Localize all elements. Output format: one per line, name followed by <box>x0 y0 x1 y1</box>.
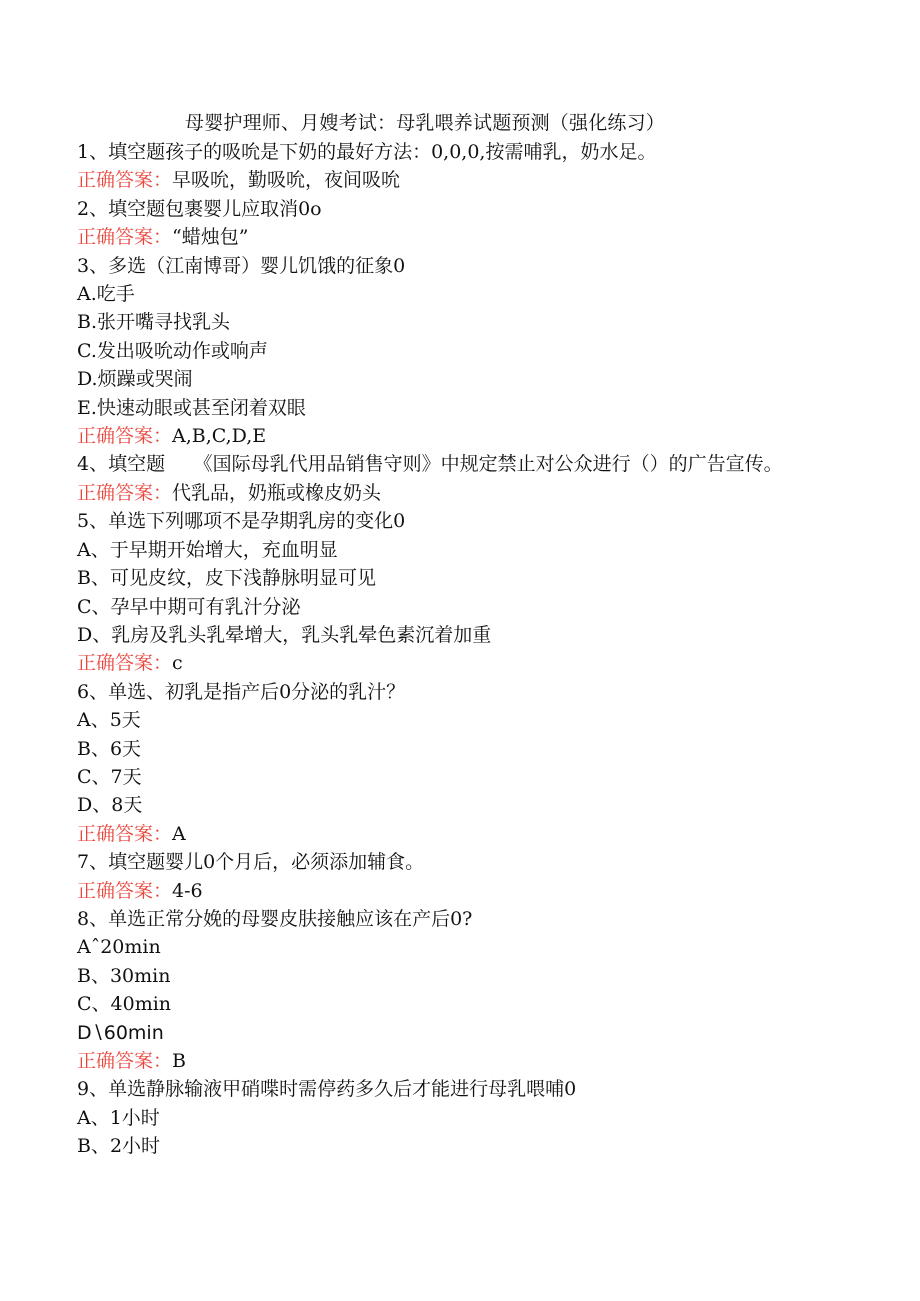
answer-label: 正确答案： <box>77 1050 173 1072</box>
answer-value: “蜡烛包” <box>172 226 249 249</box>
answer-label: 正确答案： <box>77 425 173 448</box>
answer-label: 正确答案： <box>77 481 173 504</box>
answer-label: 正确答案： <box>77 169 173 192</box>
question-list <box>77 138 847 1161</box>
question-stem: 7、填空题婴儿0个月后，必须添加辅食。 <box>77 851 425 874</box>
answer-line <box>77 479 847 507</box>
option-line: B、可见皮纹，皮下浅静脉明显可见 <box>77 567 376 590</box>
option-line: A、1小时 <box>77 1106 160 1129</box>
question-stem: 6、单选、初乳是指产后0分泌的乳汁？ <box>77 680 406 703</box>
question-stem: 3、多选（江南博哥）婴儿饥饿的征象0 <box>77 254 406 277</box>
answer-label: 正确答案： <box>77 822 173 845</box>
document-title: 母婴护理师、月嫂考试：母乳喂养试题预测（强化练习） <box>185 112 666 134</box>
answer-line <box>77 877 847 905</box>
option-line: A、5天 <box>77 709 141 732</box>
option-line: B、6天 <box>77 737 142 760</box>
answer-value: 4-6 <box>172 879 203 902</box>
option-line: C.发出吸吮动作或响声 <box>77 339 268 362</box>
answer-line <box>77 422 847 450</box>
option-line: Aˆ20min <box>77 936 161 959</box>
option-line: B、2小时 <box>77 1135 161 1158</box>
question-stem: 2、填空题包裹婴儿应取消0o <box>77 197 322 220</box>
option-line: B、30min <box>77 964 171 987</box>
option-line: C、7天 <box>77 765 142 788</box>
question-stem: 5、单选下列哪项不是孕期乳房的变化0 <box>77 510 406 533</box>
option-line: A.吃手 <box>77 283 135 306</box>
option-line: C、孕早中期可有乳汁分泌 <box>77 595 301 618</box>
option-line: D、乳房及乳头乳晕增大，乳头乳晕色素沉着加重 <box>77 623 492 646</box>
option-line: B.张开嘴寻找乳头 <box>77 311 231 334</box>
option-line: D、8天 <box>77 794 143 817</box>
option-line: A、于早期开始增大，充血明显 <box>77 538 338 561</box>
answer-label: 正确答案： <box>77 879 173 902</box>
answer-line <box>77 223 847 251</box>
answer-label: 正确答案： <box>77 652 173 675</box>
answer-line <box>77 820 847 848</box>
option-line: E.快速动眼或甚至闭着双眼 <box>77 396 306 419</box>
answer-value: B <box>172 1050 186 1072</box>
answer-line <box>77 166 847 194</box>
option-line: D.烦躁或哭闹 <box>77 368 193 391</box>
option-line: D∖60min <box>77 1021 164 1044</box>
answer-value: A <box>172 822 186 845</box>
answer-line <box>77 649 847 677</box>
answer-value: A,B,C,D,E <box>172 425 267 448</box>
answer-line <box>77 1047 847 1075</box>
question-stem: 8、单选正常分娩的母婴皮肤接触应该在产后0? <box>77 907 473 930</box>
answer-label: 正确答案： <box>77 226 173 249</box>
answer-value: c <box>172 652 183 675</box>
answer-value: 代乳品，奶瓶或橡皮奶头 <box>172 481 382 504</box>
question-stem: 4、填空题 《国际母乳代用品销售守则》中规定禁止对公众进行（）的广告宣传。 <box>77 453 783 476</box>
answer-value: 早吸吮，勤吸吮，夜间吸吮 <box>172 169 401 192</box>
question-stem: 1、填空题孩子的吸吮是下奶的最好方法：0,0,0,按需哺乳，奶水足。 <box>77 141 657 163</box>
option-line: C、40min <box>77 993 172 1016</box>
question-stem: 9、单选静脉输液甲硝喋时需停药多久后才能进行母乳喂哺0 <box>77 1078 577 1101</box>
